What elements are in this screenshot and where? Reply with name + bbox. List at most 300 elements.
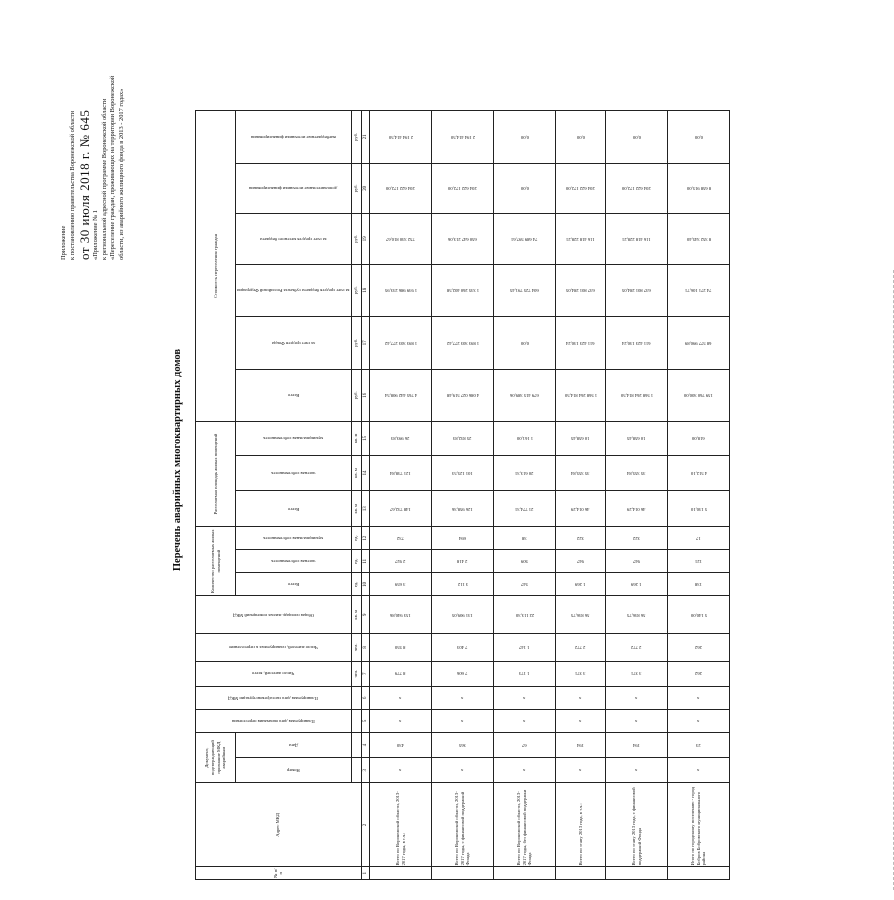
- row-number-cell: [606, 867, 668, 880]
- cell-value: 35 355,84: [627, 470, 646, 476]
- cell-value: 262: [695, 671, 703, 677]
- cell-value: 430: [397, 742, 405, 748]
- cell-value: 1 269: [631, 582, 642, 588]
- column-number: 8: [361, 634, 370, 661]
- table-cell: [432, 550, 494, 573]
- table-cell: [606, 527, 668, 550]
- cell-value: 46 014,29: [571, 506, 590, 512]
- unit-cell: руб.: [351, 214, 361, 264]
- cell-value: 322: [577, 535, 585, 541]
- header-cost: Стоимость переселения граждан: [196, 111, 236, 422]
- unit-cell: чел.: [351, 634, 361, 661]
- table-cell: [556, 214, 606, 264]
- row-label: Всего по этапу 2013 года, в т.ч.:: [556, 783, 606, 867]
- cell-value: 131 909,05: [452, 612, 473, 618]
- unit-cell: руб.: [351, 163, 361, 213]
- table-cell: [370, 686, 432, 709]
- table-cell: [606, 732, 668, 757]
- cell-value: 8 352 345,40: [686, 236, 711, 242]
- cell-value: x: [697, 718, 700, 724]
- table-cell: [432, 596, 494, 634]
- table-cell: [668, 758, 730, 783]
- table-cell: [556, 573, 606, 596]
- unit-cell: кв. м: [351, 422, 361, 456]
- table-cell: [370, 163, 432, 213]
- cell-value: 25 832,83: [453, 436, 472, 442]
- table-cell: [432, 163, 494, 213]
- column-number: 18: [361, 264, 370, 317]
- table-cell: [370, 661, 432, 686]
- header-line-2: к постановлению правительства Воронежской области: [68, 110, 76, 260]
- unit-cell: руб.: [351, 111, 361, 164]
- cell-value: 3 371: [631, 671, 642, 677]
- table-cell: [494, 709, 556, 732]
- cell-value: 159 760 300,00: [684, 393, 713, 399]
- table-row: [606, 111, 668, 880]
- table-cell: [556, 709, 606, 732]
- cell-value: 74 689 597,61: [511, 236, 538, 242]
- table-cell: [606, 573, 668, 596]
- header-area-municipal: муниципальная собственность: [236, 422, 352, 456]
- table-cell: [668, 709, 730, 732]
- column-number: 7: [361, 661, 370, 686]
- table-cell: [606, 491, 668, 527]
- cell-value: 23: [696, 742, 701, 748]
- table-cell: [370, 709, 432, 732]
- cell-value: 618,00: [692, 436, 705, 442]
- table-cell: [606, 317, 668, 370]
- cell-value: x: [399, 768, 402, 774]
- header-cost-extra: внебюджетные источники финансирования: [236, 111, 352, 164]
- cell-value: 1 893 303 277,42: [446, 340, 479, 346]
- column-number: 14: [361, 455, 370, 491]
- emergency-houses-table: [195, 110, 730, 880]
- cell-value: x: [461, 695, 464, 701]
- table-cell: [432, 491, 494, 527]
- cell-value: 138: [695, 582, 703, 588]
- cell-value: 1 161,00: [516, 436, 533, 442]
- table-cell: [606, 455, 668, 491]
- table-cell: [606, 550, 668, 573]
- column-number: 1: [361, 867, 370, 880]
- cell-value: 604 725 791,45: [510, 288, 539, 294]
- table-cell: [668, 573, 730, 596]
- table-cell: [606, 758, 668, 783]
- cell-value: 194: [633, 742, 641, 748]
- table-cell: [668, 111, 730, 164]
- table-cell: [432, 264, 494, 317]
- table-cell: [606, 369, 668, 422]
- column-number: 3: [361, 758, 370, 783]
- cell-value: 101 125,53: [452, 470, 473, 476]
- cell-value: 1 939 986 233,95: [384, 288, 417, 294]
- cell-value: 262: [695, 645, 703, 651]
- header-cost-fund: за счет средств Фонда: [236, 317, 352, 370]
- cell-value: 637 801 284,05: [566, 288, 595, 294]
- cell-value: 38: [522, 535, 527, 541]
- table-cell: [370, 732, 432, 757]
- table-cell: [668, 369, 730, 422]
- cell-value: 611 423 130,24: [622, 340, 651, 346]
- table-cell: [668, 491, 730, 527]
- column-numbers-row: [361, 111, 370, 880]
- cell-value: 1 893 303 277,42: [384, 340, 417, 346]
- column-number: 9: [361, 596, 370, 634]
- table-cell: [556, 550, 606, 573]
- cell-value: 0,00: [520, 134, 529, 140]
- header-no: № п/п: [196, 867, 362, 880]
- table-cell: [668, 596, 730, 634]
- header-doc-number: Номер: [236, 758, 352, 783]
- row-label: Итого по городскому поселению - город Бобров Бобровского муниципального района: [668, 783, 730, 867]
- table-cell: [556, 527, 606, 550]
- cell-value: 0,00: [576, 134, 585, 140]
- table-cell: [668, 634, 730, 661]
- unit-cell: ед.: [351, 550, 361, 573]
- header-area: Расселяемая площадь жилых помещений: [196, 422, 236, 527]
- header-planned-end: Планируемая дата окончания переселения: [196, 709, 352, 732]
- unit-cell: ед.: [351, 527, 361, 550]
- table-cell: [370, 634, 432, 661]
- table-row: [432, 111, 494, 880]
- column-number: 2: [361, 783, 370, 867]
- cell-value: 947: [577, 559, 585, 565]
- table-row: [494, 111, 556, 880]
- header-address: Адрес МКД: [196, 783, 362, 867]
- column-number: 13: [361, 491, 370, 527]
- cell-value: 35 355,84: [571, 470, 590, 476]
- header-residents: Число жителей, всего: [196, 661, 352, 686]
- cell-value: x: [579, 695, 582, 701]
- row-number-cell: [432, 867, 494, 880]
- cell-value: 46 014,29: [627, 506, 646, 512]
- cell-value: 650 647 213,06: [448, 236, 477, 242]
- table-cell: [556, 422, 606, 456]
- table-cell: [494, 422, 556, 456]
- header-cost-subject: за счет средств бюджета субъекта Российской Федерации: [236, 264, 352, 317]
- cell-value: 752 330 810,67: [386, 236, 415, 242]
- cell-value: 611 423 130,24: [566, 340, 595, 346]
- table-cell: [432, 455, 494, 491]
- table-cell: [606, 596, 668, 634]
- table-cell: [668, 163, 730, 213]
- table-cell: [370, 758, 432, 783]
- cell-value: 148 732,67: [390, 506, 411, 512]
- table-cell: [668, 661, 730, 686]
- header-line-6: «Переселение граждан, проживающих на территории Воронежской: [109, 75, 117, 260]
- table-cell: [494, 550, 556, 573]
- cell-value: 637 801 284,05: [622, 288, 651, 294]
- table-cell: [556, 491, 606, 527]
- cell-value: x: [523, 718, 526, 724]
- cell-value: x: [635, 718, 638, 724]
- column-number: 5: [361, 709, 370, 732]
- table-cell: [370, 596, 432, 634]
- cell-value: 3 112: [457, 582, 468, 588]
- header-area-total: Всего: [236, 491, 352, 527]
- row-label: Всего по этапу 2013 года, с финансовой поддержкой Фонда: [606, 783, 668, 867]
- cell-value: 126 958,36: [452, 506, 473, 512]
- column-number: 16: [361, 369, 370, 422]
- table-cell: [432, 527, 494, 550]
- table-cell: [606, 709, 668, 732]
- table-cell: [494, 264, 556, 317]
- table-cell: [494, 686, 556, 709]
- cell-value: x: [697, 695, 700, 701]
- table-header-row-2: [236, 111, 352, 880]
- table-cell: [606, 422, 668, 456]
- cell-value: 3 659: [395, 582, 406, 588]
- table-cell: [606, 686, 668, 709]
- table-cell: [556, 596, 606, 634]
- header-line-4: «Приложение № 1: [92, 210, 100, 260]
- table-cell: [494, 758, 556, 783]
- table-units-row: [351, 111, 361, 880]
- unit-cell: руб.: [351, 264, 361, 317]
- cell-value: 22 113,30: [515, 612, 534, 618]
- table-cell: [432, 661, 494, 686]
- cell-value: 17: [696, 535, 701, 541]
- cell-value: 4 086 027 519,48: [446, 393, 479, 399]
- cell-value: 1 173: [519, 671, 530, 677]
- cell-value: 0,00: [520, 340, 529, 346]
- table-cell: [606, 111, 668, 164]
- table-cell: [370, 111, 432, 164]
- cell-value: 204 622 172,00: [448, 186, 477, 192]
- table-cell: [432, 317, 494, 370]
- table-cell: [432, 709, 494, 732]
- table-cell: [668, 214, 730, 264]
- table-cell: [556, 264, 606, 317]
- cell-value: 74 271 106,71: [685, 288, 712, 294]
- cell-value: 2 772: [575, 645, 586, 651]
- table-cell: [494, 573, 556, 596]
- row-label: Всего по Воронежской области, 2013-2017 годы, с финансовой поддержкой Фонда: [432, 783, 494, 867]
- cell-value: 694: [459, 535, 467, 541]
- table-row: [370, 111, 432, 880]
- table-cell: [370, 264, 432, 317]
- table-cell: [606, 661, 668, 686]
- column-number: 11: [361, 550, 370, 573]
- table-cell: [370, 422, 432, 456]
- header-line-5: к региональной адресной программе Воронежской области: [100, 98, 108, 260]
- table-cell: [432, 686, 494, 709]
- header-rooms: Количество расселяемых жилых помещений: [196, 527, 236, 596]
- cell-value: 116 418 228,21: [622, 236, 651, 242]
- cell-value: x: [579, 768, 582, 774]
- cell-value: 4 512,10: [690, 470, 707, 476]
- table-cell: [370, 550, 432, 573]
- table-cell: [370, 369, 432, 422]
- cell-value: x: [399, 718, 402, 724]
- table-cell: [432, 732, 494, 757]
- column-number: 10: [361, 573, 370, 596]
- unit-cell: руб.: [351, 317, 361, 370]
- table-cell: [668, 550, 730, 573]
- cell-value: 509: [521, 559, 529, 565]
- cell-value: 947: [633, 559, 641, 565]
- cell-value: 2 418: [457, 559, 468, 565]
- cell-value: 194: [577, 742, 585, 748]
- cell-value: 1 269: [575, 582, 586, 588]
- cell-value: 2 927: [395, 559, 406, 565]
- table-cell: [432, 111, 494, 164]
- cell-value: 121: [695, 559, 703, 565]
- cell-value: 0,00: [520, 186, 529, 192]
- cell-value: 1 568 264 814,50: [620, 393, 653, 399]
- header-cost-additional: дополнительные источники финансирования: [236, 163, 352, 213]
- table-cell: [668, 527, 730, 550]
- unit-cell: кв. м: [351, 455, 361, 491]
- table-cell: [668, 264, 730, 317]
- table-cell: [432, 422, 494, 456]
- table-cell: [432, 634, 494, 661]
- column-number: 15: [361, 422, 370, 456]
- table-cell: [556, 661, 606, 686]
- cell-value: 679 415 389,06: [510, 393, 539, 399]
- cell-value: x: [461, 718, 464, 724]
- table-cell: [370, 491, 432, 527]
- cell-value: 4 765 442 908,54: [384, 393, 417, 399]
- cell-value: x: [635, 768, 638, 774]
- cell-value: 5 140,00: [690, 612, 707, 618]
- row-number-cell: [370, 867, 432, 880]
- cell-value: 7 403: [457, 645, 468, 651]
- cell-value: 8 779: [395, 671, 406, 677]
- cell-value: 1 568 264 814,50: [564, 393, 597, 399]
- table-cell: [370, 527, 432, 550]
- table-cell: [432, 214, 494, 264]
- cell-value: 1 335 260 402,58: [446, 288, 479, 294]
- unit-cell: ед.: [351, 573, 361, 596]
- cell-value: 121 738,84: [390, 470, 411, 476]
- cell-value: 67: [522, 742, 527, 748]
- cell-value: 5 130,10: [690, 506, 707, 512]
- cell-value: 2 772: [631, 645, 642, 651]
- column-number: 12: [361, 527, 370, 550]
- cell-value: x: [697, 768, 700, 774]
- table-cell: [556, 686, 606, 709]
- cell-value: 204 622 172,00: [386, 186, 415, 192]
- document-title: Перечень аварийных многоквартирных домов: [172, 348, 183, 572]
- header-doc-date: Дата: [236, 732, 352, 757]
- cell-value: 2 194 414,50: [388, 134, 413, 140]
- table-cell: [370, 214, 432, 264]
- cell-value: 116 418 228,21: [566, 236, 595, 242]
- row-number-cell: [668, 867, 730, 880]
- cell-value: 204 622 172,00: [622, 186, 651, 192]
- cell-value: x: [399, 695, 402, 701]
- cell-value: 547: [521, 582, 529, 588]
- cell-value: 68 577 990,89: [685, 340, 712, 346]
- column-number: 4: [361, 732, 370, 757]
- header-rooms-private: частная собственность: [236, 550, 352, 573]
- table-row: [556, 111, 606, 880]
- column-number: 6: [361, 686, 370, 709]
- table-cell: [494, 527, 556, 550]
- table-header-row-1: [196, 111, 236, 880]
- table-cell: [606, 163, 668, 213]
- table-cell: [556, 455, 606, 491]
- cell-value: x: [461, 768, 464, 774]
- cell-value: 732: [397, 535, 405, 541]
- table-cell: [494, 491, 556, 527]
- table-cell: [494, 317, 556, 370]
- table-cell: [668, 422, 730, 456]
- table-cell: [494, 111, 556, 164]
- approval-header: [60, 30, 127, 260]
- cell-value: 10 658,45: [571, 436, 590, 442]
- table-cell: [494, 596, 556, 634]
- table-cell: [606, 634, 668, 661]
- row-number-cell: [494, 867, 556, 880]
- cell-value: 2 194 414,50: [450, 134, 475, 140]
- table-cell: [556, 732, 606, 757]
- cell-value: 8 550: [395, 645, 406, 651]
- cell-value: 0,00: [694, 134, 703, 140]
- header-area-private: частная собственность: [236, 455, 352, 491]
- table-cell: [494, 634, 556, 661]
- table-cell: [494, 455, 556, 491]
- column-number: 21: [361, 111, 370, 164]
- cell-value: 7 606: [457, 671, 468, 677]
- cell-value: 322: [633, 535, 641, 541]
- cell-value: 365: [459, 742, 467, 748]
- cell-value: 10 658,45: [627, 436, 646, 442]
- cell-value: 204 622 172,00: [566, 186, 595, 192]
- header-planned-demolition: Планируемая дата сноса/реконструкции МКД: [196, 686, 352, 709]
- header-rooms-total: Всего: [236, 573, 352, 596]
- cell-value: 56 836,75: [627, 612, 646, 618]
- column-number: 20: [361, 163, 370, 213]
- unit-cell: руб.: [351, 369, 361, 422]
- table-cell: [556, 163, 606, 213]
- table-cell: [494, 661, 556, 686]
- unit-cell: кв. м: [351, 596, 361, 634]
- column-number: 17: [361, 317, 370, 370]
- cell-value: 1 147: [519, 645, 530, 651]
- table-cell: [370, 317, 432, 370]
- header-rooms-municipal: муниципальная собственность: [236, 527, 352, 550]
- table-cell: [556, 758, 606, 783]
- table-cell: [556, 634, 606, 661]
- table-cell: [432, 758, 494, 783]
- header-total-area: Общая площадь жилых помещений МКД: [196, 596, 352, 634]
- unit-cell: чел.: [351, 661, 361, 686]
- table-cell: [556, 317, 606, 370]
- table-cell: [668, 686, 730, 709]
- cell-value: 0,00: [632, 134, 641, 140]
- cell-value: 26 993,83: [391, 436, 410, 442]
- cell-value: 56 836,75: [571, 612, 590, 618]
- header-cost-total: Всего: [236, 369, 352, 422]
- unit-cell: кв. м: [351, 491, 361, 527]
- header-residents-planned: Число жителей, планируемых к переселению: [196, 634, 352, 661]
- header-line-7: области, из аварийного жилищного фонда в 2013 - 2017 годах»: [117, 88, 125, 260]
- cell-value: 21 774,31: [515, 506, 534, 512]
- table-cell: [668, 455, 730, 491]
- table-cell: [432, 573, 494, 596]
- table-cell: [606, 264, 668, 317]
- table-row: [668, 111, 730, 880]
- row-label: Всего по Воронежской области, 2013-2017 годы, без финансовой поддержки Фонда: [494, 783, 556, 867]
- table-cell: [606, 214, 668, 264]
- table-cell: [494, 214, 556, 264]
- table-cell: [370, 573, 432, 596]
- row-number-cell: [556, 867, 606, 880]
- row-label: Всего по Воронежской области, 2013-2017 годы, в т.ч.:: [370, 783, 432, 867]
- cell-value: x: [523, 695, 526, 701]
